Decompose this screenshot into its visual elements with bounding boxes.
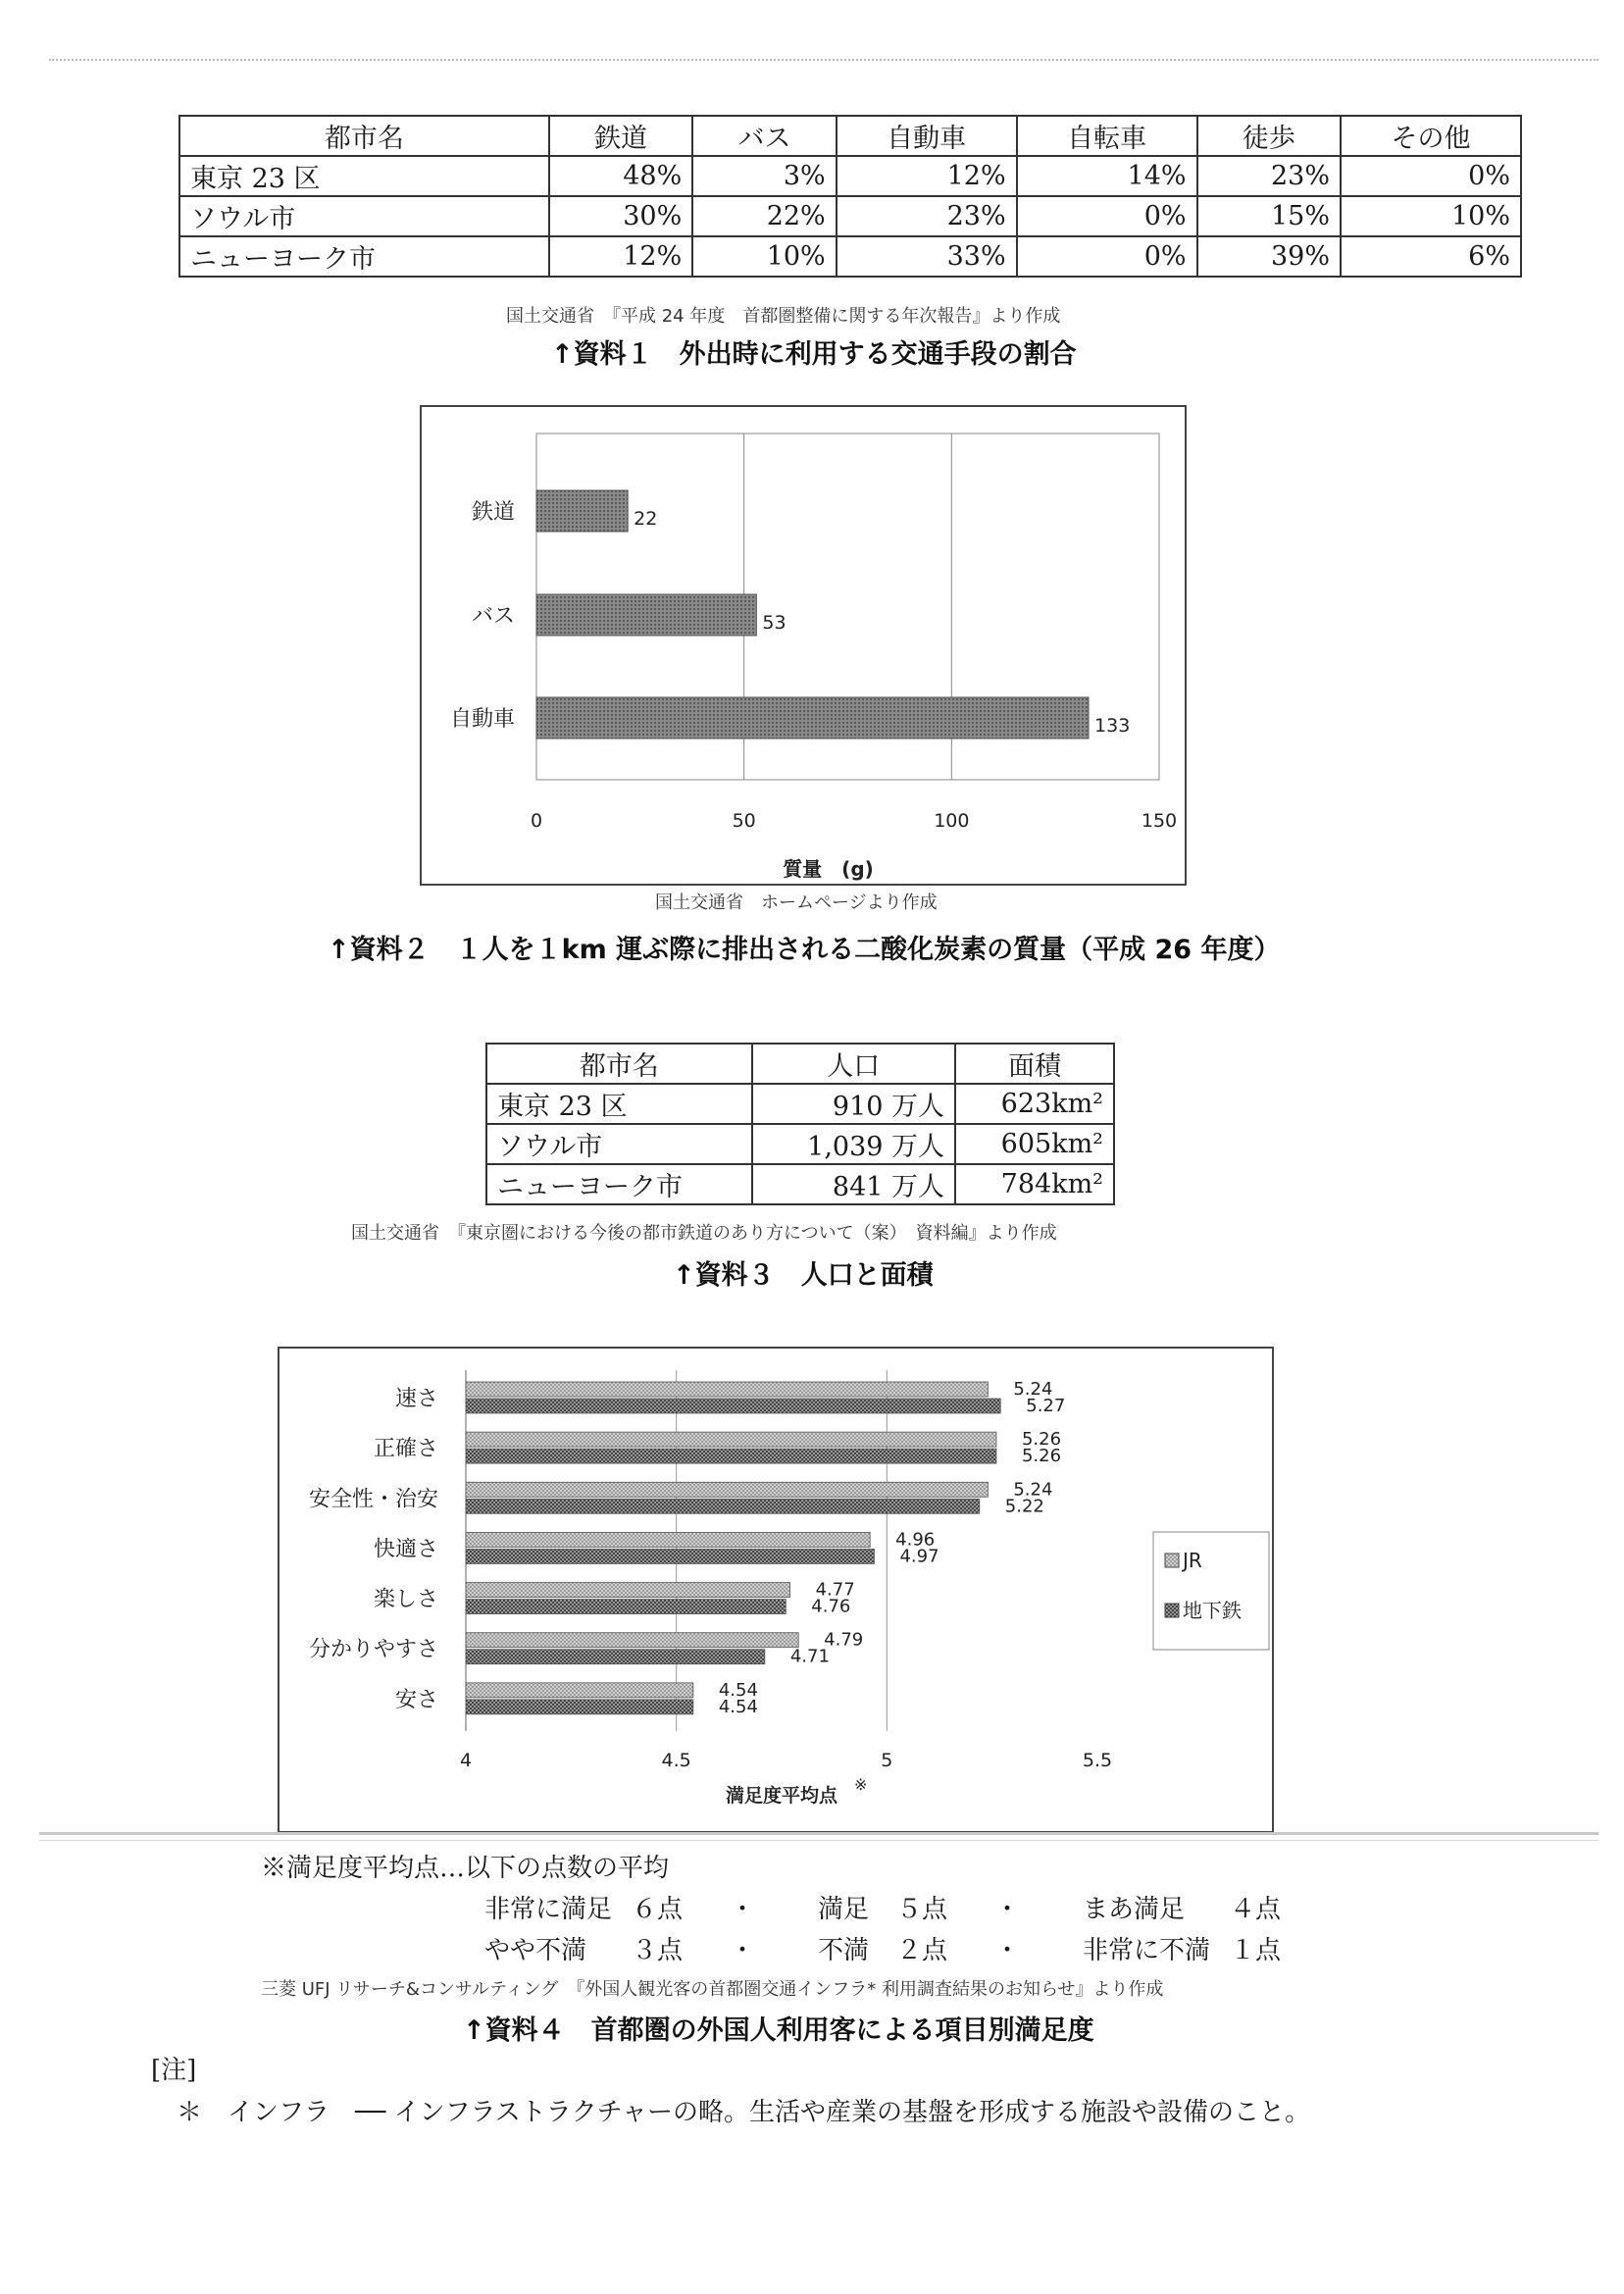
column-header: 鉄道 — [549, 116, 692, 156]
category-label: 楽しさ — [373, 1587, 438, 1612]
value-cell: 623km² — [955, 1084, 1114, 1124]
category-label: 正確さ — [373, 1437, 438, 1462]
x-tick-label: 50 — [732, 810, 756, 832]
scale-item: ・ — [730, 1936, 756, 1965]
value-cell: 22% — [692, 196, 836, 236]
scale-item: 不満 — [818, 1936, 870, 1965]
table-row — [179, 236, 1521, 277]
value-cell: 6% — [1341, 236, 1521, 277]
city-cell: ソウル市 — [486, 1124, 752, 1164]
value-cell: 1,039 万人 — [752, 1124, 956, 1164]
bar-jr — [466, 1683, 693, 1698]
column-header: その他 — [1341, 116, 1521, 156]
scale-item: ・ — [730, 1895, 756, 1924]
data-label: 5.26 — [1021, 1446, 1062, 1467]
data-label: 4.97 — [899, 1546, 939, 1567]
value-cell: 3% — [692, 156, 836, 196]
bar — [536, 594, 756, 636]
value-cell: 30% — [549, 196, 692, 236]
bar-subway — [466, 1650, 765, 1664]
bar-jr — [466, 1432, 996, 1447]
value-cell: 33% — [837, 236, 1017, 277]
category-label: 分かりやすさ — [308, 1637, 438, 1662]
category-label: 快適さ — [373, 1537, 438, 1562]
value-cell: 39% — [1197, 236, 1341, 277]
notes-item: ＊ インフラ ── インフラストラクチャーの略。生活や産業の基盤を形成する施設や設備のこと。 — [177, 2098, 1311, 2127]
data-label: 22 — [634, 508, 658, 530]
scale-item: ・ — [994, 1895, 1021, 1924]
co2-bar-chart — [422, 407, 1185, 884]
page-rule — [39, 1832, 1599, 1835]
bar-subway — [466, 1399, 1000, 1413]
data-label: 5.24 — [1013, 1379, 1053, 1400]
footnote-title: ※満足度平均点…以下の点数の平均 — [261, 1854, 670, 1883]
bar-subway — [466, 1449, 996, 1463]
value-cell: 15% — [1197, 196, 1341, 236]
table-header-row — [486, 1044, 1114, 1084]
table-row — [179, 196, 1521, 236]
table1-caption: ↑資料１ 外出時に利用する交通手段の割合 — [551, 339, 1077, 370]
category-label: 安さ — [394, 1687, 438, 1712]
value-cell: 12% — [837, 156, 1017, 196]
city-cell: ソウル市 — [179, 196, 549, 236]
value-cell: 14% — [1017, 156, 1197, 196]
legend-label: 地下鉄 — [1183, 1599, 1242, 1622]
data-label: 5.26 — [1021, 1429, 1062, 1451]
table1-source: 国土交通省 『平成 24 年度 首都圏整備に関する年次報告』より作成 — [506, 306, 1061, 327]
satisfaction-bar-chart — [279, 1349, 1272, 1831]
scale-item: まあ満足 — [1083, 1895, 1186, 1924]
column-header: 面積 — [955, 1044, 1114, 1084]
value-cell: 10% — [692, 236, 836, 277]
bar-jr — [466, 1583, 790, 1598]
scale-item: 満足 — [818, 1895, 870, 1924]
value-cell: 23% — [1197, 156, 1341, 196]
page-rule-thin — [39, 1840, 1599, 1841]
chart1-source: 国土交通省 ホームページより作成 — [655, 892, 938, 913]
value-cell: 10% — [1341, 196, 1521, 236]
chart2-caption: ↑資料４ 首都圏の外国人利用客による項目別満足度 — [463, 2015, 1094, 2046]
scale-item: 非常に不満 — [1083, 1936, 1211, 1965]
legend-swatch — [1165, 1604, 1179, 1617]
table-row — [486, 1164, 1114, 1204]
chart2-source: 三菱 UFJ リサーチ&コンサルティング 『外国人観光客の首都圏交通インフラ* 利用調査結果のお知らせ』より作成 — [261, 1979, 1164, 2000]
bar-subway — [466, 1549, 874, 1563]
legend-swatch — [1165, 1554, 1179, 1567]
value-cell: 48% — [549, 156, 692, 196]
value-cell: 23% — [837, 196, 1017, 236]
city-cell: ニューヨーク市 — [486, 1164, 752, 1204]
column-header: 都市名 — [486, 1044, 752, 1084]
data-label: 5.24 — [1013, 1479, 1053, 1501]
bar — [536, 490, 628, 532]
satisfaction-chart-frame — [278, 1347, 1274, 1833]
x-axis-label: 質量 (g) — [783, 857, 874, 881]
scale-item: ５点 — [896, 1895, 948, 1924]
legend — [1153, 1532, 1269, 1650]
bar-jr — [466, 1633, 798, 1648]
column-header: 自動車 — [837, 116, 1017, 156]
scale-item: やや不満 — [484, 1936, 587, 1965]
bar-jr — [466, 1482, 988, 1497]
x-tick-label: 4 — [459, 1750, 473, 1771]
scale-item: ３点 — [632, 1936, 684, 1965]
data-label: 5.22 — [1004, 1496, 1044, 1517]
co2-chart-frame — [420, 405, 1187, 886]
chart1-caption: ↑資料２ １人を１km 運ぶ際に排出される二酸化炭素の質量（平成 26 年度） — [328, 935, 1281, 965]
city-cell: 東京 23 区 — [486, 1084, 752, 1124]
x-tick-label: 150 — [1141, 810, 1178, 832]
data-label: 5.27 — [1026, 1396, 1066, 1416]
bar — [536, 697, 1089, 739]
value-cell: 12% — [549, 236, 692, 277]
data-label: 4.77 — [815, 1579, 855, 1601]
category-label: 速さ — [394, 1387, 438, 1411]
data-label: 4.96 — [895, 1529, 936, 1551]
bar-jr — [466, 1382, 988, 1397]
scale-item: ６点 — [632, 1895, 684, 1924]
column-header: 徒歩 — [1197, 116, 1341, 156]
bar-subway — [466, 1499, 980, 1513]
data-label: 4.76 — [811, 1596, 851, 1617]
category-label: 鉄道 — [471, 500, 515, 525]
legend-label: JR — [1183, 1549, 1202, 1572]
legend-box — [1153, 1532, 1269, 1650]
top-rule — [49, 59, 1599, 61]
city-cell: 東京 23 区 — [179, 156, 549, 196]
table3-caption: ↑資料３ 人口と面積 — [673, 1260, 934, 1291]
table-header-row — [179, 116, 1521, 156]
value-cell: 910 万人 — [752, 1084, 956, 1124]
scale-item: ４点 — [1230, 1895, 1282, 1924]
scale-item: ２点 — [896, 1936, 948, 1965]
scale-item: １点 — [1230, 1936, 1282, 1965]
table-row — [179, 156, 1521, 196]
data-label: 4.54 — [718, 1696, 758, 1717]
x-axis-label: 満足度平均点 — [725, 1785, 838, 1807]
table-row — [486, 1084, 1114, 1124]
scale-item: ・ — [994, 1936, 1021, 1965]
scale-row-2 — [484, 1930, 1308, 1966]
x-tick-label: 0 — [530, 810, 543, 832]
x-tick-label: 4.5 — [661, 1750, 691, 1771]
value-cell: 0% — [1017, 236, 1197, 277]
city-cell: ニューヨーク市 — [179, 236, 549, 277]
population-area-table — [485, 1043, 1115, 1205]
value-cell: 0% — [1017, 196, 1197, 236]
value-cell: 0% — [1341, 156, 1521, 196]
value-cell: 605km² — [955, 1124, 1114, 1164]
column-header: 人口 — [752, 1044, 956, 1084]
column-header: 自転車 — [1017, 116, 1197, 156]
category-label: バス — [471, 604, 515, 629]
x-axis-label-mark: ※ — [854, 1775, 868, 1794]
x-tick-label: 100 — [934, 810, 970, 832]
scale-item: 非常に満足 — [484, 1895, 613, 1924]
bar-subway — [466, 1700, 693, 1714]
category-label: 安全性・治安 — [308, 1487, 438, 1512]
value-cell: 841 万人 — [752, 1164, 956, 1204]
bar-jr — [466, 1532, 870, 1547]
column-header: 都市名 — [179, 116, 549, 156]
data-label: 133 — [1094, 715, 1131, 737]
data-label: 4.79 — [824, 1629, 864, 1651]
category-label: 自動車 — [449, 707, 515, 732]
table3-source: 国土交通省 『東京圏における今後の都市鉄道のあり方について（案） 資料編』より作成 — [351, 1223, 1057, 1244]
notes-heading: [注] — [151, 2056, 197, 2085]
data-label: 53 — [762, 612, 787, 634]
transport-share-table — [178, 115, 1522, 278]
table-row — [486, 1124, 1114, 1164]
x-tick-label: 5 — [881, 1750, 893, 1771]
value-cell: 784km² — [955, 1164, 1114, 1204]
scale-row-1 — [484, 1889, 1308, 1925]
x-tick-label: 5.5 — [1082, 1750, 1113, 1771]
bar-subway — [466, 1600, 786, 1614]
column-header: バス — [692, 116, 836, 156]
data-label: 4.54 — [718, 1679, 758, 1701]
data-label: 4.71 — [789, 1646, 830, 1667]
